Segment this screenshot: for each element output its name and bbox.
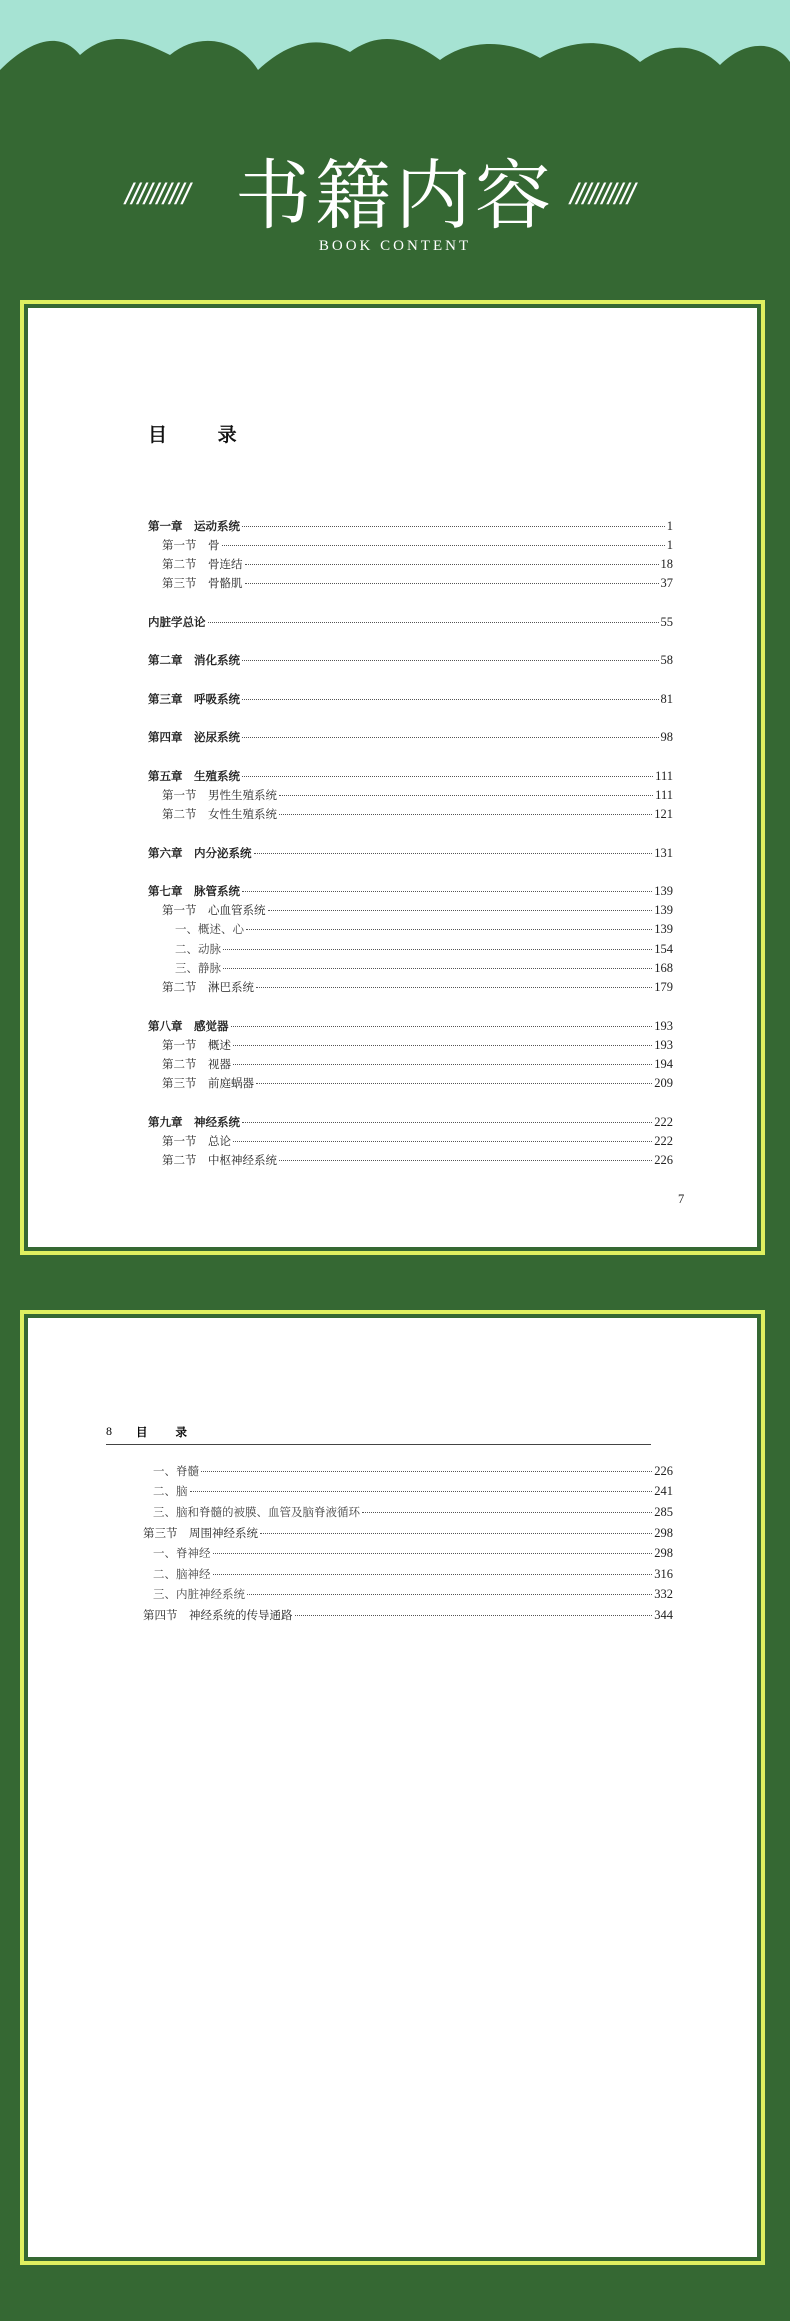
toc-entry	[162, 902, 673, 920]
toc-entry	[153, 1586, 673, 1604]
toc-entry	[162, 787, 673, 805]
dot-leader	[242, 526, 665, 527]
toc-entry-label: 三、静脉	[175, 961, 221, 975]
toc-entry	[175, 921, 673, 939]
toc-entry	[175, 960, 673, 978]
toc-entry-label: 一、脊神经	[153, 1546, 211, 1560]
toc-entry-label: 第九章 神经系统	[148, 1115, 240, 1129]
toc-entry-label: 三、脑和脊髓的被膜、血管及脑脊液循环	[153, 1505, 360, 1519]
book-page-frame-2	[20, 1310, 765, 2265]
dot-leader	[208, 622, 659, 623]
toc-entry	[162, 556, 673, 574]
toc-entry-page: 285	[654, 1505, 673, 1519]
dot-leader	[223, 949, 652, 950]
toc-entry	[153, 1566, 673, 1584]
toc-entry-page: 131	[654, 846, 673, 860]
dot-leader	[213, 1553, 653, 1554]
toc-entry-page: 344	[654, 1608, 673, 1622]
toc-entry	[162, 1056, 673, 1074]
dot-leader	[231, 1026, 653, 1027]
toc-entry	[143, 1607, 673, 1625]
toc-entry-page: 121	[654, 807, 673, 821]
toc-entry-page: 18	[660, 557, 673, 571]
page-title: 书籍内容	[235, 151, 555, 240]
page-number: 7	[678, 1192, 685, 1206]
toc-entry-page: 222	[654, 1115, 673, 1129]
toc-entry-label: 第六章 内分泌系统	[148, 846, 252, 860]
running-header	[106, 1422, 651, 1445]
toc-entry-page: 58	[660, 653, 673, 667]
toc-entry	[148, 729, 673, 747]
toc-entry-page: 37	[660, 576, 673, 590]
book-page-1	[28, 308, 757, 1247]
toc-entry-label: 第七章 脉管系统	[148, 884, 240, 898]
toc-entry-label: 第一节 总论	[162, 1134, 231, 1148]
dot-leader	[245, 583, 659, 584]
toc-entry-label: 第三节 前庭蜗器	[162, 1076, 254, 1090]
toc-entry	[162, 1075, 673, 1093]
toc-entry-page: 209	[654, 1076, 673, 1090]
dot-leader	[213, 1574, 653, 1575]
toc-entry-label: 第一节 骨	[162, 538, 220, 552]
dot-leader	[242, 1122, 652, 1123]
dot-leader	[256, 987, 652, 988]
left-decoration: //////////	[125, 178, 189, 211]
toc-entry	[162, 1152, 673, 1170]
toc-entry	[148, 652, 673, 670]
toc-entry	[148, 845, 673, 863]
page-header	[0, 150, 790, 260]
toc-entry-page: 1	[666, 519, 673, 533]
dot-leader	[233, 1045, 652, 1046]
toc-entry-label: 第二节 女性生殖系统	[162, 807, 277, 821]
dot-leader	[233, 1141, 652, 1142]
toc-entry-page: 98	[660, 730, 673, 744]
right-decoration: //////////	[570, 178, 634, 211]
toc-entry-page: 168	[654, 961, 673, 975]
toc-entry-label: 内脏学总论	[148, 615, 206, 629]
toc-entry-label: 第二节 视器	[162, 1057, 231, 1071]
toc-entry	[148, 691, 673, 709]
toc-entry-label: 第二节 骨连结	[162, 557, 243, 571]
toc-heading: 目 录	[148, 424, 259, 446]
toc-entry	[143, 1525, 673, 1543]
toc-entry-label: 第四节 神经系统的传导通路	[143, 1608, 293, 1622]
dot-leader	[222, 545, 665, 546]
toc-entry-label: 第八章 感觉器	[148, 1019, 229, 1033]
toc-entry-page: 139	[654, 922, 673, 936]
toc-entry	[162, 1133, 673, 1151]
toc-entry-page: 226	[654, 1153, 673, 1167]
dot-leader	[279, 814, 652, 815]
toc-entry-label: 二、脑	[153, 1484, 188, 1498]
toc-entry-label: 第四章 泌尿系统	[148, 730, 240, 744]
toc-entry-page: 222	[654, 1134, 673, 1148]
toc-entry-page: 139	[654, 884, 673, 898]
toc-entry	[162, 806, 673, 824]
toc-entry-label: 第五章 生殖系统	[148, 769, 240, 783]
toc-entry	[162, 1037, 673, 1055]
dot-leader	[242, 891, 652, 892]
toc-entry-page: 194	[654, 1057, 673, 1071]
toc-entry-page: 298	[654, 1526, 673, 1540]
dot-leader	[201, 1471, 652, 1472]
toc-entry	[153, 1545, 673, 1563]
dot-leader	[260, 1533, 652, 1534]
toc-entry-page: 111	[655, 769, 673, 783]
toc-entry	[148, 883, 673, 901]
toc-entry-label: 第一节 男性生殖系统	[162, 788, 277, 802]
sky-hill-banner	[0, 0, 790, 90]
toc-entry-page: 226	[654, 1464, 673, 1478]
dot-leader	[295, 1615, 653, 1616]
toc-entry-label: 第二章 消化系统	[148, 653, 240, 667]
dot-leader	[242, 776, 653, 777]
toc-entry-label: 第一章 运动系统	[148, 519, 240, 533]
dot-leader	[246, 929, 652, 930]
dot-leader	[223, 968, 652, 969]
toc-entry-page: 193	[654, 1019, 673, 1033]
toc-entry	[175, 941, 673, 959]
toc-entry-page: 55	[660, 615, 673, 629]
toc-entry-label: 第二节 淋巴系统	[162, 980, 254, 994]
toc-entry-page: 81	[660, 692, 673, 706]
toc-entry-page: 193	[654, 1038, 673, 1052]
dot-leader	[233, 1064, 652, 1065]
toc-entry-label: 第一节 概述	[162, 1038, 231, 1052]
toc-entry-page: 154	[654, 942, 673, 956]
toc-entry-page: 179	[654, 980, 673, 994]
toc-entry-page: 241	[654, 1484, 673, 1498]
dot-leader	[254, 853, 653, 854]
toc-entry-page: 332	[654, 1587, 673, 1601]
toc-entry-label: 二、动脉	[175, 942, 221, 956]
toc-entry	[162, 575, 673, 593]
toc-entry-page: 1	[666, 538, 673, 552]
toc-entry	[148, 1114, 673, 1132]
page-subtitle: BOOK CONTENT	[318, 238, 472, 254]
toc-entry-label: 二、脑神经	[153, 1567, 211, 1581]
toc-entry-label: 第二节 中枢神经系统	[162, 1153, 277, 1167]
dot-leader	[256, 1083, 652, 1084]
toc-entry-page: 139	[654, 903, 673, 917]
toc-entry	[153, 1483, 673, 1501]
toc-entry-label: 第三章 呼吸系统	[148, 692, 240, 706]
book-page-frame-1	[20, 300, 765, 1255]
running-title: 目 录	[136, 1425, 200, 1439]
toc-entry-label: 三、内脏神经系统	[153, 1587, 245, 1601]
dot-leader	[242, 699, 659, 700]
toc-entry	[153, 1504, 673, 1522]
dot-leader	[242, 660, 659, 661]
book-page-2	[28, 1318, 757, 2257]
toc-entry	[148, 518, 673, 536]
toc-entry	[148, 614, 673, 632]
toc-entry-label: 一、概述、心	[175, 922, 244, 936]
toc-entry	[148, 1018, 673, 1036]
toc-entry	[153, 1463, 673, 1481]
dot-leader	[268, 910, 653, 911]
toc-entry	[148, 768, 673, 786]
running-page-number: 8	[106, 1424, 112, 1438]
toc-entry-label: 一、脊髓	[153, 1464, 199, 1478]
toc-entry	[162, 979, 673, 997]
dot-leader	[242, 737, 659, 738]
dot-leader	[279, 795, 653, 796]
dot-leader	[245, 564, 659, 565]
toc-entry-label: 第一节 心血管系统	[162, 903, 266, 917]
toc-entry-label: 第三节 骨骼肌	[162, 576, 243, 590]
toc-entry-page: 298	[654, 1546, 673, 1560]
dot-leader	[279, 1160, 652, 1161]
dot-leader	[247, 1594, 652, 1595]
toc-entry-page: 316	[654, 1567, 673, 1581]
dot-leader	[362, 1512, 652, 1513]
toc-entry-label: 第三节 周围神经系统	[143, 1526, 258, 1540]
toc-entry	[162, 537, 673, 555]
dot-leader	[190, 1491, 653, 1492]
toc-entry-page: 111	[655, 788, 673, 802]
